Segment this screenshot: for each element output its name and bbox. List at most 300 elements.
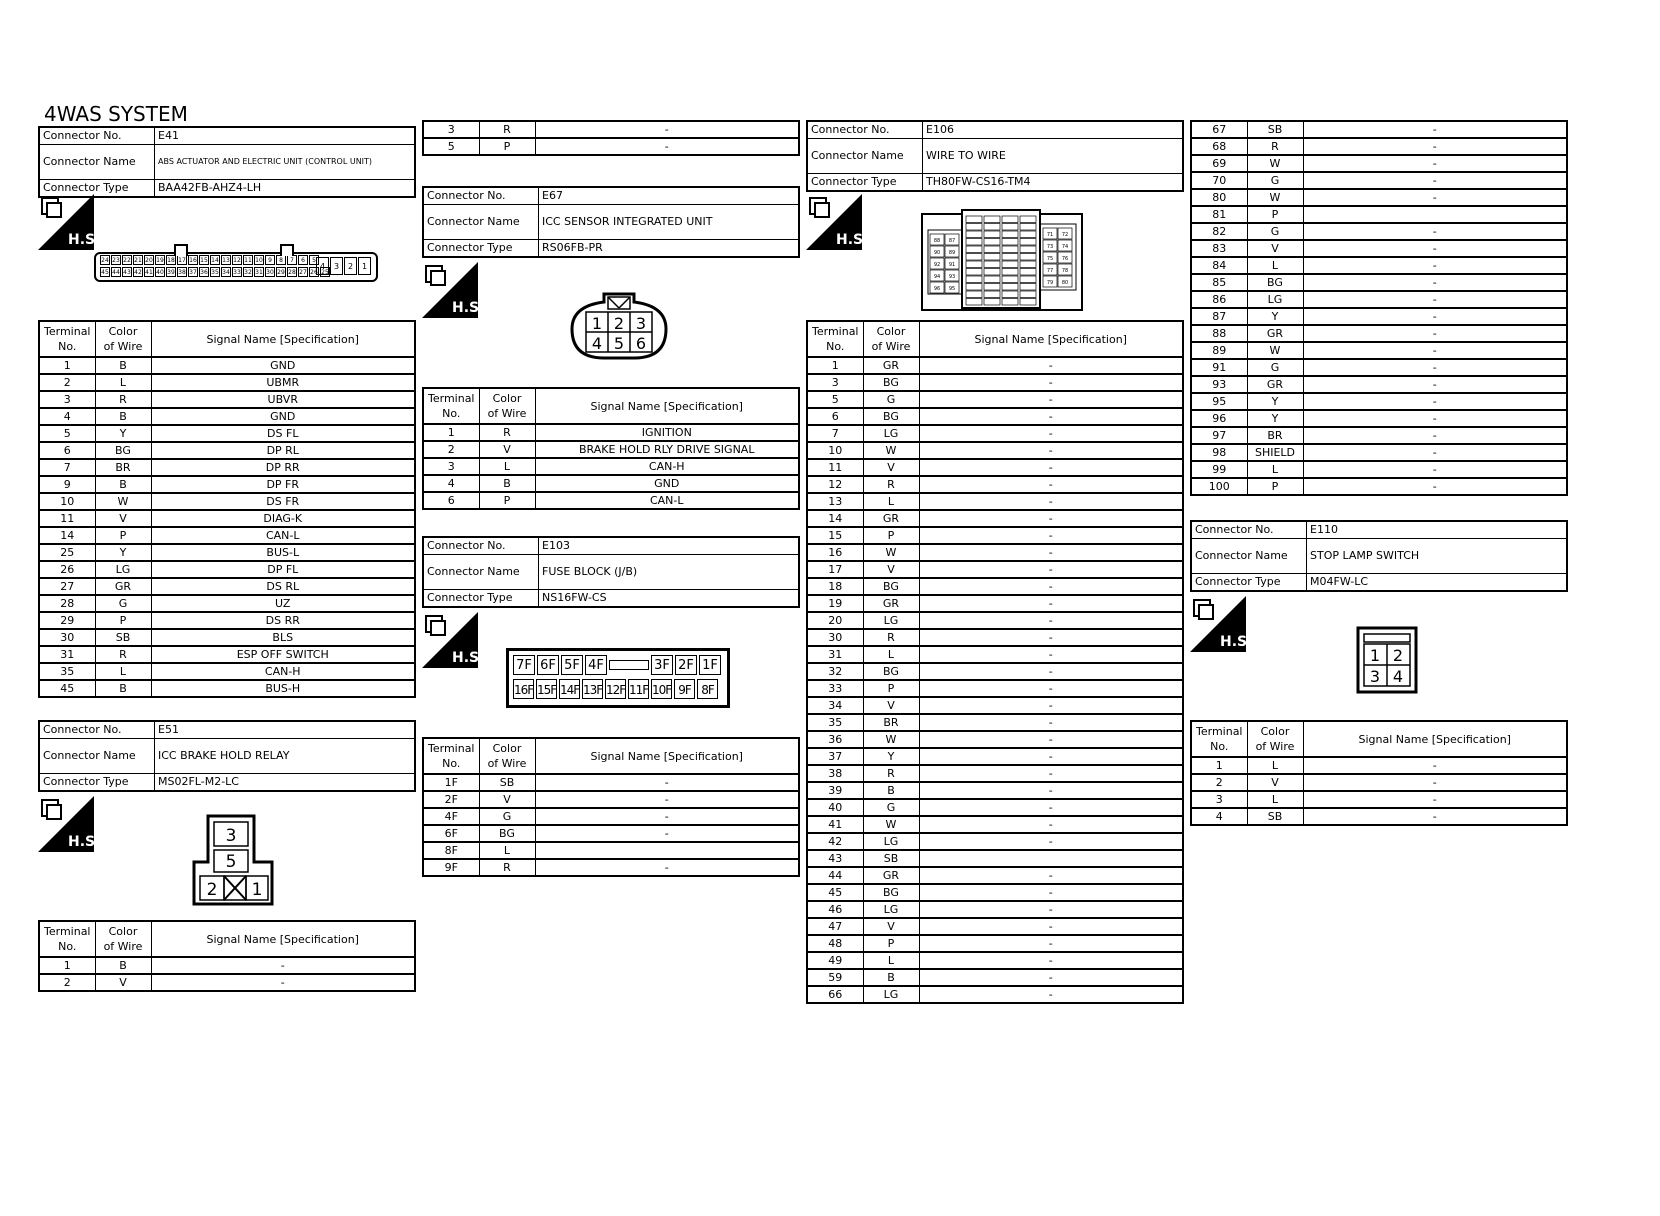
table-row bbox=[807, 714, 1183, 731]
wire-color-cell: BG bbox=[479, 825, 535, 842]
pin-label: 74 bbox=[1061, 244, 1069, 250]
wire-color-cell: W bbox=[863, 544, 919, 561]
signal-name-cell: - bbox=[535, 825, 799, 842]
pin-label: 4 bbox=[591, 334, 603, 353]
terminal-no-cell: 2 bbox=[423, 441, 479, 458]
info-table-e67: Connector No. E67 Connector Name ICC SENSOR INTEGRATED UNIT Connector Type RS06FB-PR bbox=[422, 186, 800, 258]
pin-label: 72 bbox=[1061, 232, 1069, 238]
terminal-no-cell: 12 bbox=[807, 476, 863, 493]
table-row bbox=[423, 458, 799, 475]
terminal-no-cell: 6F bbox=[423, 825, 479, 842]
pin-label: 4F bbox=[585, 655, 607, 675]
signal-name-cell: - bbox=[1303, 774, 1567, 791]
signal-name-cell: - bbox=[919, 884, 1183, 901]
connector-e110-diagram bbox=[1356, 626, 1418, 694]
terminal-no-cell: 4F bbox=[423, 808, 479, 825]
table-row bbox=[39, 561, 415, 578]
table-row bbox=[1191, 757, 1567, 774]
wire-color-cell: B bbox=[95, 408, 151, 425]
terminal-table-e110: Terminal No. Color of Wire Signal Name [Specification] 1 L - 2 V - 3 L - 4 SB - bbox=[1190, 720, 1568, 826]
table-row bbox=[807, 357, 1183, 374]
signal-name-cell: UBVR bbox=[151, 391, 415, 408]
signal-name-cell: - bbox=[1303, 427, 1567, 444]
terminal-no-cell: 11 bbox=[807, 459, 863, 476]
terminal-no-cell: 68 bbox=[1191, 138, 1247, 155]
pin-label: 31 bbox=[255, 269, 263, 276]
signal-name-cell: - bbox=[919, 952, 1183, 969]
pin-label: 43 bbox=[123, 269, 131, 276]
pin-label: 5 bbox=[309, 255, 319, 265]
info-table-e103: Connector No. E103 Connector Name FUSE BLOCK (J/B) Connector Type NS16FW-CS bbox=[422, 536, 800, 608]
col-signal: Signal Name [Specification] bbox=[151, 321, 415, 357]
pin-label: 6F bbox=[537, 655, 559, 675]
terminal-table-e67-wrap bbox=[422, 387, 800, 510]
pin-label: 73 bbox=[1046, 244, 1054, 250]
signal-name-cell: - bbox=[919, 391, 1183, 408]
wire-color-cell: BG bbox=[863, 578, 919, 595]
wire-color-cell: V bbox=[1247, 240, 1303, 257]
wire-color-cell: L bbox=[1247, 257, 1303, 274]
terminal-no-cell: 97 bbox=[1191, 427, 1247, 444]
wire-color-cell: B bbox=[95, 357, 151, 374]
pin-label: 12F bbox=[605, 679, 626, 699]
table-row bbox=[807, 493, 1183, 510]
pin-label: 15 bbox=[200, 257, 208, 264]
table-row bbox=[1191, 427, 1567, 444]
pin-label: 94 bbox=[933, 274, 941, 280]
pin-label: 17 bbox=[178, 257, 186, 264]
wire-color-cell: SHIELD bbox=[1247, 444, 1303, 461]
table-row bbox=[1191, 376, 1567, 393]
table-row bbox=[423, 441, 799, 458]
signal-name-cell: - bbox=[1303, 410, 1567, 427]
terminal-no-cell: 37 bbox=[807, 748, 863, 765]
table-row bbox=[1191, 155, 1567, 172]
terminal-no-cell: 13 bbox=[807, 493, 863, 510]
table-row bbox=[1191, 189, 1567, 206]
wire-color-cell: G bbox=[479, 808, 535, 825]
signal-name-cell: - bbox=[1303, 223, 1567, 240]
terminal-no-cell: 6 bbox=[423, 492, 479, 509]
table-row bbox=[423, 138, 799, 155]
wire-color-cell: B bbox=[863, 782, 919, 799]
table-row bbox=[807, 646, 1183, 663]
pin-label: 78 bbox=[1061, 268, 1069, 274]
signal-name-cell: CAN-L bbox=[151, 527, 415, 544]
wire-color-cell: W bbox=[95, 493, 151, 510]
terminal-no-cell: 88 bbox=[1191, 325, 1247, 342]
table-row bbox=[1191, 206, 1567, 223]
table-row bbox=[423, 808, 799, 825]
connector-type: BAA42FB-AHZ4-LH bbox=[155, 180, 416, 198]
pin-label: 34 bbox=[222, 269, 230, 276]
terminal-no-cell: 67 bbox=[1191, 121, 1247, 138]
wire-color-cell: R bbox=[863, 765, 919, 782]
table-row bbox=[39, 578, 415, 595]
wire-color-cell: B bbox=[95, 680, 151, 697]
pin-label: 44 bbox=[112, 269, 120, 276]
signal-name-cell: DP RL bbox=[151, 442, 415, 459]
connector-no: E41 bbox=[155, 127, 416, 145]
terminal-table-cont bbox=[422, 120, 800, 156]
pin-label: 45 bbox=[101, 269, 109, 276]
terminal-no-cell: 86 bbox=[1191, 291, 1247, 308]
table-row bbox=[807, 425, 1183, 442]
terminal-no-cell: 35 bbox=[39, 663, 95, 680]
terminal-no-cell: 100 bbox=[1191, 478, 1247, 495]
table-row bbox=[1191, 121, 1567, 138]
signal-name-cell: - bbox=[1303, 138, 1567, 155]
pin-label: 38 bbox=[178, 269, 186, 276]
table-row bbox=[1191, 240, 1567, 257]
terminal-no-cell: 66 bbox=[807, 986, 863, 1003]
terminal-no-cell: 2 bbox=[39, 974, 95, 991]
signal-name-cell: - bbox=[1303, 308, 1567, 325]
pin-label: 6 bbox=[635, 334, 647, 353]
terminal-no-cell: 18 bbox=[807, 578, 863, 595]
signal-name-cell: - bbox=[919, 544, 1183, 561]
wire-color-cell: GR bbox=[95, 578, 151, 595]
wire-color-cell: GR bbox=[1247, 376, 1303, 393]
terminal-no-cell: 9F bbox=[423, 859, 479, 876]
signal-name-cell: - bbox=[1303, 757, 1567, 774]
pin-label: 14F bbox=[559, 679, 580, 699]
pin-label: 14 bbox=[211, 257, 219, 264]
terminal-no-cell: 4 bbox=[39, 408, 95, 425]
terminal-no-cell: 95 bbox=[1191, 393, 1247, 410]
terminal-table-e51-wrap bbox=[38, 920, 416, 992]
wire-color-cell: L bbox=[863, 952, 919, 969]
wire-color-cell: LG bbox=[863, 986, 919, 1003]
terminal-no-cell: 36 bbox=[807, 731, 863, 748]
wire-color-cell: LG bbox=[863, 901, 919, 918]
terminal-no-cell: 7 bbox=[39, 459, 95, 476]
terminal-no-cell: 4 bbox=[1191, 808, 1247, 825]
terminal-no-cell: 48 bbox=[807, 935, 863, 952]
signal-name-cell: - bbox=[1303, 342, 1567, 359]
wire-color-cell: V bbox=[1247, 774, 1303, 791]
table-row bbox=[807, 918, 1183, 935]
wire-color-cell: V bbox=[863, 459, 919, 476]
terminal-no-cell: 8F bbox=[423, 842, 479, 859]
terminal-no-cell: 25 bbox=[39, 544, 95, 561]
harness-side-icon bbox=[422, 262, 485, 318]
table-row bbox=[807, 782, 1183, 799]
signal-name-cell: - bbox=[1303, 189, 1567, 206]
pin-label: 30 bbox=[266, 269, 274, 276]
pin-label: 88 bbox=[933, 238, 941, 244]
info-table-e51: Connector No. E51 Connector Name ICC BRAKE HOLD RELAY Connector Type MS02FL-M2-LC bbox=[38, 720, 416, 792]
signal-name-cell bbox=[919, 850, 1183, 867]
signal-name-cell: - bbox=[1303, 325, 1567, 342]
pin-label: 16 bbox=[189, 257, 197, 264]
table-row bbox=[807, 374, 1183, 391]
terminal-no-cell: 6 bbox=[39, 442, 95, 459]
pin-label: 9 bbox=[265, 255, 275, 265]
wire-color-cell: G bbox=[863, 799, 919, 816]
signal-name-cell: - bbox=[151, 957, 415, 974]
wire-color-cell: R bbox=[863, 629, 919, 646]
pin-label: 93 bbox=[948, 274, 956, 280]
signal-name-cell: BUS-L bbox=[151, 544, 415, 561]
wire-color-cell: BG bbox=[863, 408, 919, 425]
signal-name-cell: - bbox=[535, 138, 799, 155]
harness-side-icon bbox=[38, 194, 101, 250]
terminal-no-cell: 3 bbox=[423, 121, 479, 138]
pin-label: 26 bbox=[310, 269, 318, 276]
terminal-no-cell: 1 bbox=[423, 424, 479, 441]
pin-label: 77 bbox=[1046, 268, 1054, 274]
info-table-e41: Connector No. E41 Connector Name ABS ACTUATOR AND ELECTRIC UNIT (CONTROL UNIT) Connector Type BAA42FB-AHZ4-LH bbox=[38, 126, 416, 198]
table-row bbox=[1191, 325, 1567, 342]
signal-name-cell: - bbox=[919, 442, 1183, 459]
table-row bbox=[39, 357, 415, 374]
wire-color-cell: SB bbox=[1247, 808, 1303, 825]
signal-name-cell: - bbox=[1303, 444, 1567, 461]
terminal-no-cell: 42 bbox=[807, 833, 863, 850]
wire-color-cell: W bbox=[863, 442, 919, 459]
terminal-no-cell: 28 bbox=[39, 595, 95, 612]
wire-color-cell: P bbox=[863, 527, 919, 544]
connector-e110-info bbox=[1190, 520, 1568, 592]
table-row bbox=[807, 595, 1183, 612]
table-row bbox=[39, 957, 415, 974]
wire-color-cell: SB bbox=[95, 629, 151, 646]
svg-text:H.S.: H.S. bbox=[836, 232, 869, 248]
terminal-no-cell: 1F bbox=[423, 774, 479, 791]
table-row bbox=[807, 765, 1183, 782]
pin-label: 7F bbox=[513, 655, 535, 675]
pin-label: 2 bbox=[206, 880, 218, 900]
table-row bbox=[807, 459, 1183, 476]
terminal-no-cell: 41 bbox=[807, 816, 863, 833]
wire-color-cell: SB bbox=[1247, 121, 1303, 138]
signal-name-cell: - bbox=[919, 867, 1183, 884]
signal-name-cell: CAN-L bbox=[535, 492, 799, 509]
col-terminal: Terminal No. bbox=[39, 321, 95, 357]
table-row bbox=[1191, 478, 1567, 495]
wire-color-cell: LG bbox=[863, 833, 919, 850]
pin-label: 90 bbox=[933, 250, 941, 256]
wire-color-cell: V bbox=[863, 561, 919, 578]
pin-label: 6 bbox=[298, 255, 308, 265]
table-row bbox=[807, 952, 1183, 969]
pin-label: 89 bbox=[948, 250, 956, 256]
terminal-no-cell: 1 bbox=[807, 357, 863, 374]
terminal-table-e103-wrap bbox=[422, 737, 800, 877]
wire-color-cell: P bbox=[95, 612, 151, 629]
terminal-no-cell: 87 bbox=[1191, 308, 1247, 325]
table-row bbox=[1191, 172, 1567, 189]
pin-label: 15F bbox=[536, 679, 557, 699]
table-row bbox=[39, 646, 415, 663]
connector-e67-diagram bbox=[570, 292, 668, 362]
wire-color-cell: R bbox=[863, 476, 919, 493]
table-row bbox=[1191, 138, 1567, 155]
signal-name-cell: - bbox=[919, 493, 1183, 510]
connector-latch bbox=[174, 244, 188, 256]
terminal-table-e106: Terminal No. Color of Wire Signal Name [Specification] 1 GR - 3 BG - 5 G - 6 BG - 7 LG - 10 W - 11 V - 12 R - 13 L - 14 GR - 15 P - 16 W - 17 V - 18 BG - 19 GR - 20 LG - 30 R - 31 L - 32 BG - 33 P - 34 V - 35 BR - 36 W - 37 Y - 38 R - 39 B - 40 G - 41 W - 42 LG - 43 SB 44 GR - 45 BG - 46 LG - 47 V - 48 P - 49 L - 59 B - 66 LG - bbox=[806, 320, 1184, 1004]
signal-name-cell bbox=[535, 842, 799, 859]
wire-color-cell: L bbox=[863, 646, 919, 663]
signal-name-cell: - bbox=[919, 697, 1183, 714]
signal-name-cell: GND bbox=[151, 408, 415, 425]
signal-name-cell: - bbox=[919, 459, 1183, 476]
table-row bbox=[807, 408, 1183, 425]
terminal-no-cell: 5 bbox=[39, 425, 95, 442]
terminal-table-e103: Terminal No. Color of Wire Signal Name [Specification] 1F SB - 2F V - 4F G - 6F BG - 8F L 9F R - bbox=[422, 737, 800, 877]
terminal-no-cell: 43 bbox=[807, 850, 863, 867]
wire-color-cell: P bbox=[863, 680, 919, 697]
signal-name-cell: - bbox=[919, 629, 1183, 646]
wire-color-cell: Y bbox=[1247, 393, 1303, 410]
table-row bbox=[1191, 291, 1567, 308]
table-row bbox=[807, 969, 1183, 986]
table-row bbox=[807, 476, 1183, 493]
wire-color-cell: R bbox=[95, 391, 151, 408]
signal-name-cell bbox=[1303, 206, 1567, 223]
svg-text:H.S.: H.S. bbox=[452, 300, 485, 316]
table-row bbox=[39, 391, 415, 408]
terminal-no-cell: 45 bbox=[39, 680, 95, 697]
terminal-no-cell: 49 bbox=[807, 952, 863, 969]
pin-label: 7 bbox=[287, 255, 297, 265]
svg-text:H.S.: H.S. bbox=[68, 232, 101, 248]
signal-name-cell: - bbox=[919, 782, 1183, 799]
table-row bbox=[39, 459, 415, 476]
terminal-no-cell: 70 bbox=[1191, 172, 1247, 189]
signal-name-cell: - bbox=[919, 408, 1183, 425]
terminal-no-cell: 2F bbox=[423, 791, 479, 808]
pin-label: 5 bbox=[225, 852, 237, 872]
wire-color-cell: BG bbox=[1247, 274, 1303, 291]
signal-name-cell: - bbox=[535, 774, 799, 791]
signal-name-cell: BUS-H bbox=[151, 680, 415, 697]
signal-name-cell: - bbox=[535, 808, 799, 825]
table-row bbox=[423, 791, 799, 808]
wire-color-cell: GR bbox=[1247, 325, 1303, 342]
signal-name-cell: DP FR bbox=[151, 476, 415, 493]
wire-color-cell: BG bbox=[863, 663, 919, 680]
terminal-table-e106-cont bbox=[1190, 120, 1568, 496]
table-row bbox=[1191, 359, 1567, 376]
pin-label: 2 bbox=[344, 257, 357, 275]
info-table-e110: Connector No. E110 Connector Name STOP LAMP SWITCH Connector Type M04FW-LC bbox=[1190, 520, 1568, 592]
terminal-no-cell: 83 bbox=[1191, 240, 1247, 257]
table-row bbox=[807, 527, 1183, 544]
wire-color-cell: B bbox=[479, 475, 535, 492]
pin-label: 21 bbox=[134, 257, 142, 264]
pin-label: 4 bbox=[1392, 667, 1404, 686]
terminal-no-cell: 34 bbox=[807, 697, 863, 714]
pin-label: 71 bbox=[1046, 232, 1054, 238]
wire-color-cell: V bbox=[479, 791, 535, 808]
harness-side-icon bbox=[422, 612, 485, 668]
signal-name-cell: - bbox=[1303, 121, 1567, 138]
wire-color-cell: W bbox=[1247, 342, 1303, 359]
wire-color-cell: R bbox=[479, 859, 535, 876]
pin-label: 36 bbox=[200, 269, 208, 276]
pin-label: 12 bbox=[233, 257, 241, 264]
terminal-no-cell: 39 bbox=[807, 782, 863, 799]
table-row bbox=[423, 774, 799, 791]
wire-color-cell: R bbox=[479, 121, 535, 138]
terminal-no-cell: 11 bbox=[39, 510, 95, 527]
terminal-no-cell: 2 bbox=[39, 374, 95, 391]
wire-color-cell: L bbox=[479, 458, 535, 475]
signal-name-cell: - bbox=[919, 918, 1183, 935]
pin-label: 8 bbox=[276, 255, 286, 265]
svg-text:H.S.: H.S. bbox=[452, 650, 485, 666]
signal-name-cell: - bbox=[1303, 257, 1567, 274]
pin-label: 11 bbox=[244, 257, 252, 264]
table-row bbox=[1191, 791, 1567, 808]
signal-name-cell: UZ bbox=[151, 595, 415, 612]
signal-name-cell: - bbox=[535, 859, 799, 876]
signal-name-cell: - bbox=[535, 791, 799, 808]
signal-name-cell: - bbox=[919, 374, 1183, 391]
terminal-no-cell: 26 bbox=[39, 561, 95, 578]
pin-label: 2 bbox=[1392, 646, 1404, 665]
wire-color-cell: R bbox=[1247, 138, 1303, 155]
table-row bbox=[423, 859, 799, 876]
table-row bbox=[39, 544, 415, 561]
table-row bbox=[39, 493, 415, 510]
table-row bbox=[423, 492, 799, 509]
signal-name-cell: UBMR bbox=[151, 374, 415, 391]
table-row bbox=[39, 663, 415, 680]
pin-label: 24 bbox=[101, 257, 109, 264]
table-row bbox=[1191, 257, 1567, 274]
signal-name-cell: - bbox=[1303, 376, 1567, 393]
harness-side-icon bbox=[806, 194, 869, 250]
signal-name-cell: - bbox=[151, 974, 415, 991]
signal-name-cell: - bbox=[919, 561, 1183, 578]
table-row bbox=[39, 374, 415, 391]
wire-color-cell: BR bbox=[95, 459, 151, 476]
terminal-no-cell: 93 bbox=[1191, 376, 1247, 393]
signal-name-cell: DS RL bbox=[151, 578, 415, 595]
terminal-no-cell: 31 bbox=[807, 646, 863, 663]
table-row bbox=[807, 799, 1183, 816]
wire-color-cell: R bbox=[95, 646, 151, 663]
pin-label: 32 bbox=[244, 269, 252, 276]
pin-label: 10F bbox=[651, 679, 672, 699]
pin-label: 91 bbox=[948, 262, 956, 268]
pin-label: 11F bbox=[628, 679, 649, 699]
table-row bbox=[807, 986, 1183, 1003]
wire-color-cell: Y bbox=[95, 425, 151, 442]
signal-name-cell: - bbox=[1303, 274, 1567, 291]
pin-label: 5 bbox=[613, 334, 625, 353]
terminal-no-cell: 40 bbox=[807, 799, 863, 816]
wire-color-cell: P bbox=[1247, 206, 1303, 223]
wire-color-cell: V bbox=[863, 918, 919, 935]
table-row bbox=[807, 578, 1183, 595]
signal-name-cell: BRAKE HOLD RLY DRIVE SIGNAL bbox=[535, 441, 799, 458]
table-row bbox=[807, 663, 1183, 680]
terminal-no-cell: 1 bbox=[39, 357, 95, 374]
pin-label: 33 bbox=[233, 269, 241, 276]
signal-name-cell: DP RR bbox=[151, 459, 415, 476]
terminal-no-cell: 5 bbox=[807, 391, 863, 408]
table-row bbox=[807, 833, 1183, 850]
terminal-no-cell: 1 bbox=[39, 957, 95, 974]
wire-color-cell: BG bbox=[95, 442, 151, 459]
pin-label: 3F bbox=[651, 655, 673, 675]
terminal-no-cell: 85 bbox=[1191, 274, 1247, 291]
wire-color-cell: LG bbox=[1247, 291, 1303, 308]
